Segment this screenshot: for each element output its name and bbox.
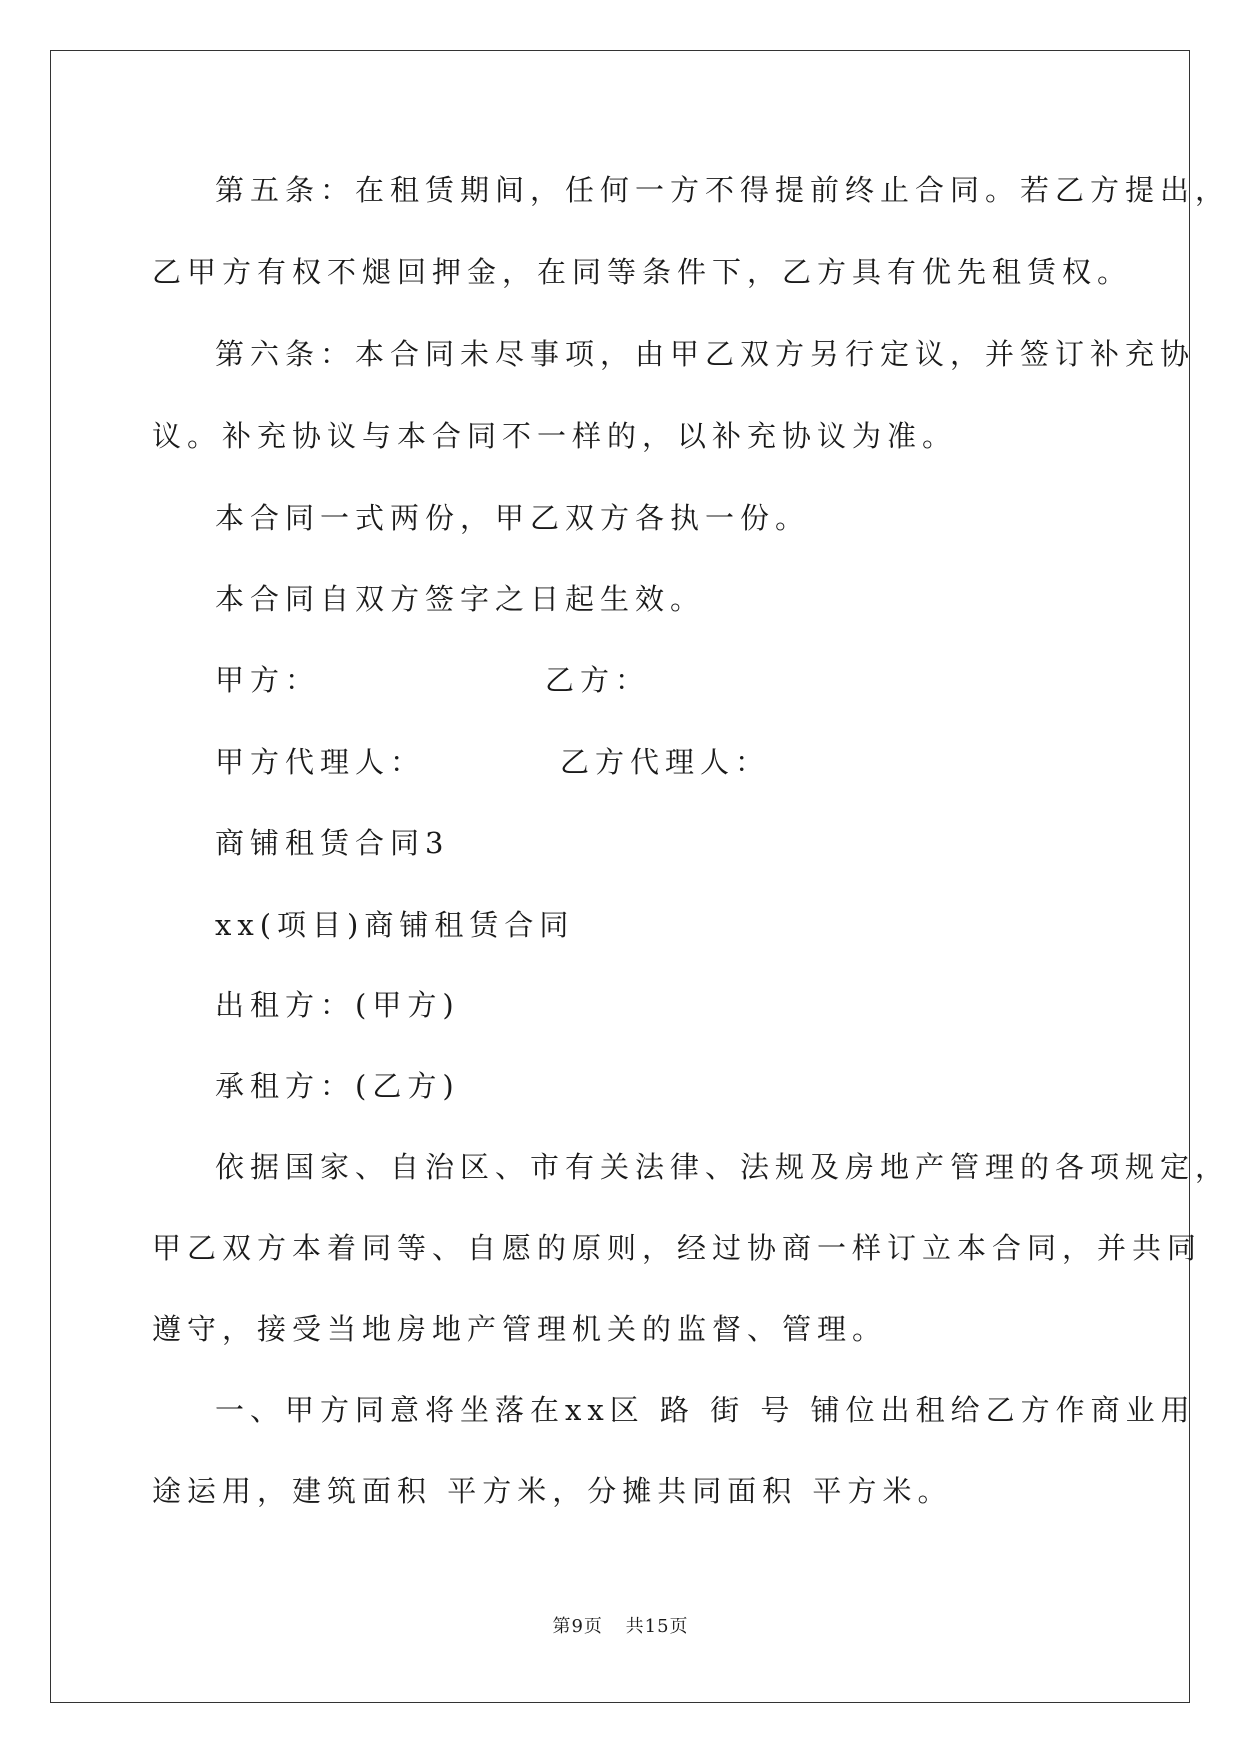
paragraph-line: 第六条：本合同未尽事项，由甲乙双方另行定议，并签订补充协 [215, 337, 1196, 371]
paragraph-line: 议。补充协议与本合同不一样的，以补充协议为准。 [152, 419, 958, 453]
page-number: 第9页 [552, 1616, 603, 1637]
paragraph-line: 一、甲方同意将坐落在xx区 路 街 号 铺位出租给乙方作商业用 [215, 1393, 1196, 1427]
paragraph-line: 途运用，建筑面积 平方米，分摊共同面积 平方米。 [152, 1474, 953, 1508]
signature-row-agents [215, 745, 771, 779]
page-total: 共15页 [625, 1616, 689, 1637]
page-footer [0, 1612, 1241, 1638]
party-b-label: 乙方： [545, 663, 651, 697]
section-title: 商铺租赁合同3 [215, 826, 450, 860]
paragraph-line: 甲乙双方本着同等、自愿的原则，经过协商一样订立本合同，并共同 [152, 1231, 1203, 1265]
paragraph-line: 本合同一式两份，甲乙双方各执一份。 [215, 501, 811, 535]
signature-row-parties [215, 663, 651, 697]
paragraph-line: 本合同自双方签字之日起生效。 [215, 582, 706, 616]
party-a-label: 甲方： [215, 663, 321, 697]
paragraph-line: 第五条：在租赁期间，任何一方不得提前终止合同。若乙方提出， [215, 173, 1231, 207]
lessor-line: 出租方：(甲方) [215, 988, 460, 1022]
contract-title: xx(项目)商铺租赁合同 [215, 908, 575, 942]
lessee-line: 承租方：(乙方) [215, 1069, 460, 1103]
paragraph-line: 遵守，接受当地房地产管理机关的监督、管理。 [152, 1312, 888, 1346]
agent-a-label: 甲方代理人： [215, 745, 426, 779]
paragraph-line: 依据国家、自治区、市有关法律、法规及房地产管理的各项规定， [215, 1150, 1231, 1184]
paragraph-line: 乙甲方有权不煺回押金，在同等条件下，乙方具有优先租赁权。 [152, 255, 1133, 289]
page-border [50, 50, 1190, 1703]
agent-b-label: 乙方代理人： [560, 745, 771, 779]
